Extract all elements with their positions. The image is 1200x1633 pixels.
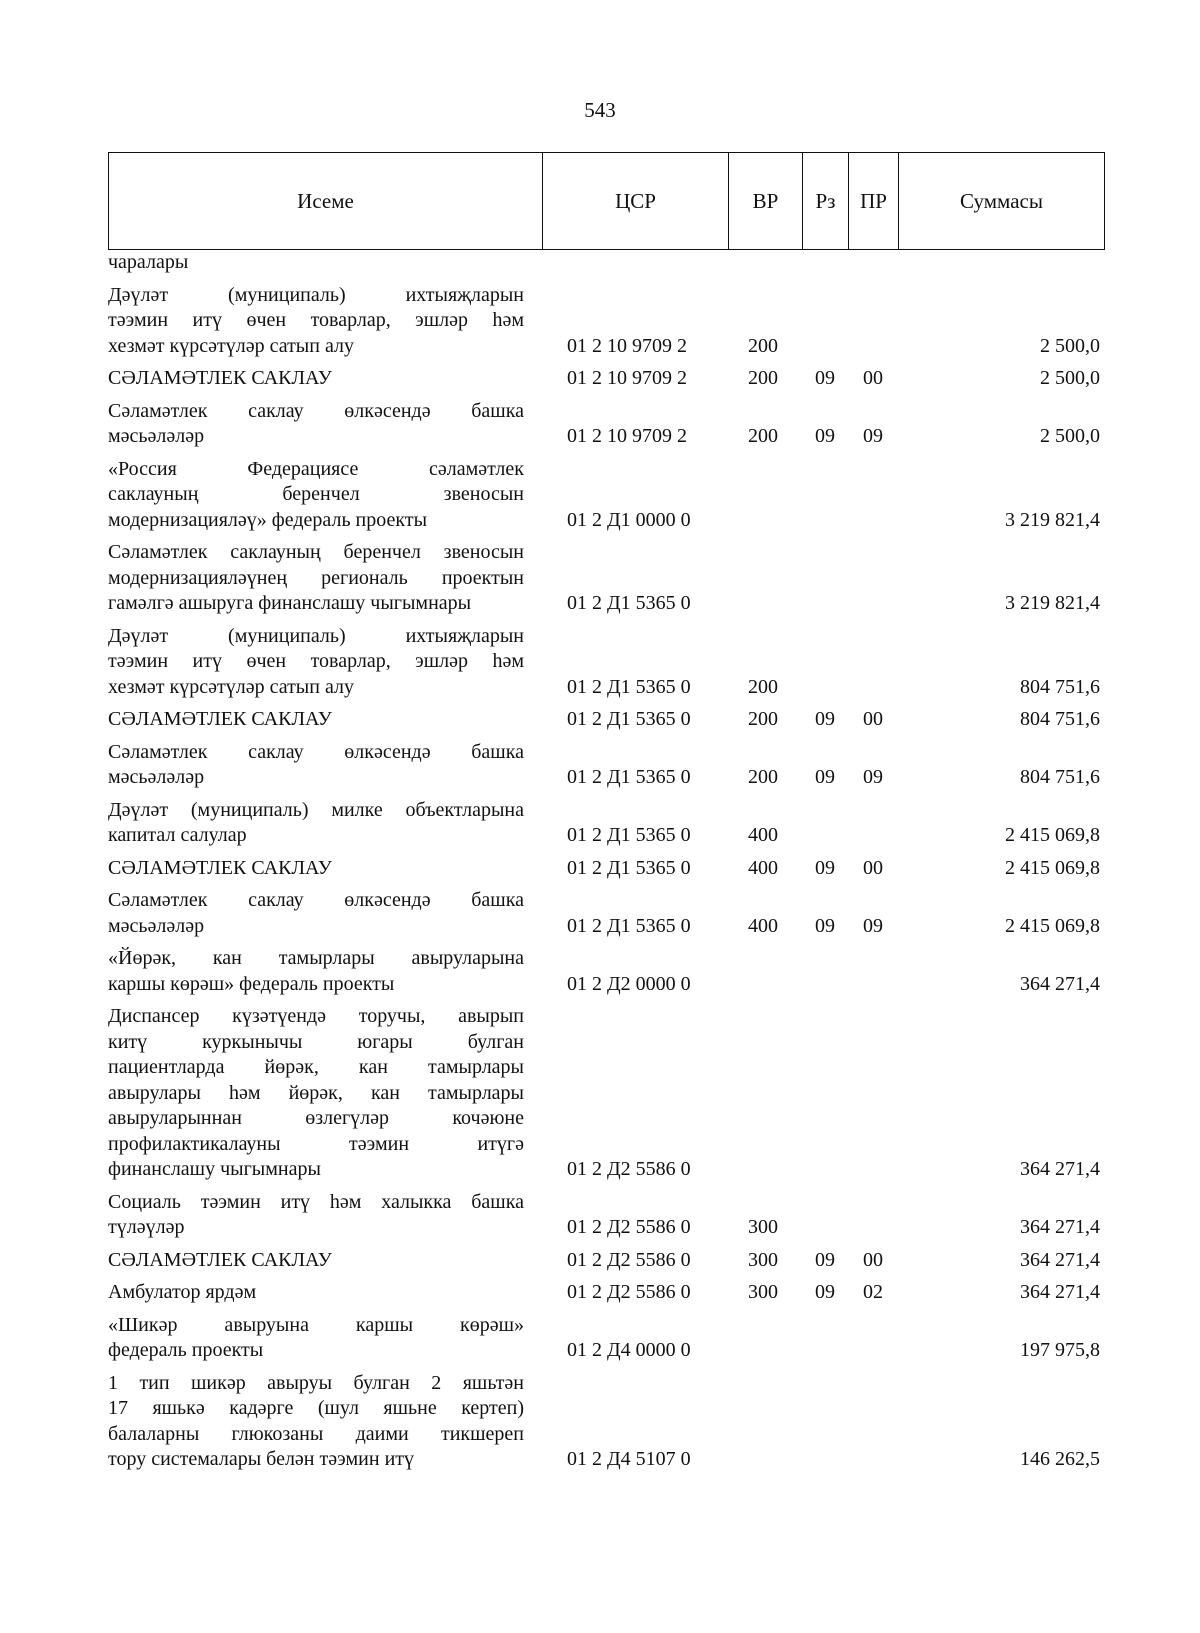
table-row [108, 997, 1104, 1183]
row-name-line: Сәламәтлек саклау өлкәсендә башка [108, 399, 524, 422]
row-csr: 01 2 Д1 0000 0 [567, 508, 691, 531]
row-rz: 09 [815, 1248, 835, 1271]
row-name-line: тәэмин итү өчен товарлар, эшләр һәм [108, 309, 524, 331]
row-pr: 00 [863, 1248, 883, 1271]
row-rz: 09 [815, 914, 835, 937]
row-name-line: «Россия Федерациясе сәламәтлек [108, 457, 524, 480]
row-rz [802, 1364, 848, 1473]
table-row [108, 1241, 1104, 1274]
row-name-line: авырулары һәм йөрәк, кан тамырлары [108, 1081, 524, 1104]
row-name-line: хезмәт күрсәтүләр сатып алу [108, 675, 354, 698]
row-sum: 804 751,6 [1020, 708, 1100, 730]
row-pr [848, 617, 898, 701]
row-rz: 09 [815, 367, 835, 389]
row-name-line: каршы көрәш» федераль проекты [108, 972, 395, 995]
row-rz [802, 1306, 848, 1364]
row-pr: 00 [863, 367, 883, 389]
row-name-line: СӘЛАМӘТЛЕК САКЛАУ [108, 708, 332, 730]
row-name-line: «Шикәр авыруына каршы көрәш» [108, 1313, 524, 1336]
row-pr [848, 450, 898, 534]
row-name [108, 1306, 542, 1364]
row-name-line: федераль проекты [108, 1339, 264, 1361]
row-sum: 3 219 821,4 [1005, 592, 1100, 614]
column-header-rz: Рз [803, 153, 849, 250]
column-header-csr: ЦСР [543, 153, 729, 250]
column-header-sum: Суммасы [899, 153, 1105, 250]
row-vr: 200 [748, 708, 778, 730]
row-sum: 3 219 821,4 [1005, 508, 1100, 531]
row-name-line: китү куркынычы югары булган [108, 1030, 524, 1053]
row-vr: 200 [748, 425, 778, 447]
row-sum: 804 751,6 [1020, 766, 1100, 788]
row-name-line: Сәламәтлек саклауның беренчел звеносын [108, 541, 524, 563]
table-row [108, 392, 1104, 450]
table-header [108, 152, 1105, 250]
row-rz [802, 939, 848, 997]
row-rz: 09 [815, 1281, 835, 1303]
table-row [108, 1183, 1104, 1241]
row-name-line: мәсьәләләр [108, 766, 205, 788]
row-sum: 2 500,0 [1040, 334, 1100, 357]
row-rz [802, 250, 848, 276]
row-name [108, 392, 542, 450]
table-row [108, 533, 1104, 617]
row-rz: 09 [815, 425, 835, 447]
row-sum: 364 271,4 [1020, 1216, 1100, 1238]
row-sum: 197 975,8 [1020, 1339, 1100, 1361]
row-csr: 01 2 Д2 5586 0 [567, 1158, 691, 1180]
table-row [108, 617, 1104, 701]
table-row [108, 1364, 1104, 1473]
row-name [108, 733, 542, 791]
row-name-line: саклауның беренчел звеносын [108, 483, 524, 505]
row-name-line: СӘЛАМӘТЛЕК САКЛАУ [108, 367, 332, 389]
row-vr: 200 [748, 675, 778, 698]
row-name [108, 849, 542, 882]
row-name-line: мәсьәләләр [108, 425, 205, 447]
row-csr: 01 2 Д4 5107 0 [567, 1448, 691, 1470]
table-row [108, 1273, 1104, 1306]
row-sum: 364 271,4 [1020, 1248, 1100, 1271]
row-pr [848, 276, 898, 360]
row-rz: 09 [815, 708, 835, 730]
row-name [108, 881, 542, 939]
row-name-line: 1 тип шикәр авыруы булган 2 яшьтән [108, 1371, 524, 1394]
row-vr: 300 [748, 1281, 778, 1303]
row-name-line: чаралары [108, 251, 189, 273]
row-vr [728, 250, 802, 276]
row-name-line: хезмәт күрсәтүләр сатып алу [108, 334, 354, 357]
row-name-line: түләүләр [108, 1216, 185, 1238]
row-name-line: Сәламәтлек саклау өлкәсендә башка [108, 889, 524, 911]
row-pr: 00 [863, 708, 883, 730]
column-header-vr: ВР [729, 153, 803, 250]
row-pr [848, 1306, 898, 1364]
row-pr [848, 791, 898, 849]
row-pr: 09 [863, 766, 883, 788]
row-name [108, 997, 542, 1183]
page-number: 543 [584, 98, 616, 122]
row-name-line: Амбулатор ярдәм [108, 1281, 257, 1303]
row-name [108, 939, 542, 997]
row-csr: 01 2 Д1 5365 0 [567, 708, 691, 730]
row-sum: 2 500,0 [1040, 425, 1100, 447]
row-sum: 2 415 069,8 [1005, 914, 1100, 937]
row-pr [848, 533, 898, 617]
row-name-line: Дәүләт (муниципаль) ихтыяҗларын [108, 283, 524, 306]
row-name-line: балаларны глюкозаны даими тикшереп [108, 1422, 524, 1445]
row-name [108, 791, 542, 849]
row-name-line: пациентларда йөрәк, кан тамырлары [108, 1056, 524, 1078]
row-name [108, 1241, 542, 1274]
row-name-line: Диспансер күзәтүендә торучы, авырып [108, 1005, 524, 1027]
row-name [108, 450, 542, 534]
table-row [108, 791, 1104, 849]
budget-table-body [108, 250, 1104, 1473]
row-sum: 2 500,0 [1040, 367, 1100, 389]
row-sum: 364 271,4 [1020, 1158, 1100, 1180]
row-name-line: СӘЛАМӘТЛЕК САКЛАУ [108, 1248, 332, 1271]
row-vr [728, 450, 802, 534]
row-vr: 300 [748, 1248, 778, 1271]
row-vr [728, 939, 802, 997]
row-csr: 01 2 Д2 5586 0 [567, 1281, 691, 1303]
column-header-name: Исеме [109, 153, 543, 250]
row-csr: 01 2 Д1 5365 0 [567, 592, 691, 614]
row-name-line: СӘЛАМӘТЛЕК САКЛАУ [108, 856, 332, 879]
row-name [108, 700, 542, 733]
row-csr: 01 2 Д2 0000 0 [567, 972, 691, 995]
row-name-line: тору системалары белән тәэмин итү [108, 1448, 415, 1470]
row-name-line: Социаль тәэмин итү һәм халыкка башка [108, 1190, 524, 1213]
row-name-line: модернизацияләүнең региональ проектын [108, 566, 524, 589]
row-name-line: модернизацияләү» федераль проекты [108, 508, 428, 531]
column-header-pr: ПР [849, 153, 899, 250]
row-vr: 200 [748, 334, 778, 357]
table-row [108, 849, 1104, 882]
row-pr [848, 939, 898, 997]
row-csr: 01 2 10 9709 2 [567, 367, 687, 389]
row-rz [802, 533, 848, 617]
row-name-line: Сәламәтлек саклау өлкәсендә башка [108, 740, 524, 763]
row-csr [542, 250, 728, 276]
table-row [108, 276, 1104, 360]
row-vr: 400 [748, 856, 778, 879]
row-vr: 200 [748, 766, 778, 788]
row-rz [802, 1183, 848, 1241]
table-row [108, 881, 1104, 939]
row-name-line: Дәүләт (муниципаль) милке объектларына [108, 798, 524, 821]
row-name [108, 1273, 542, 1306]
row-vr: 400 [748, 824, 778, 846]
row-csr: 01 2 Д2 5586 0 [567, 1248, 691, 1271]
row-rz [802, 791, 848, 849]
row-pr: 09 [863, 425, 883, 447]
row-name [108, 533, 542, 617]
table-row [108, 1306, 1104, 1364]
table-row [108, 359, 1104, 392]
row-pr [848, 1183, 898, 1241]
row-vr: 400 [748, 914, 778, 937]
row-rz [802, 276, 848, 360]
row-name [108, 1183, 542, 1241]
table-row [108, 250, 1104, 276]
row-csr: 01 2 Д4 0000 0 [567, 1339, 691, 1361]
row-sum: 2 415 069,8 [1005, 856, 1100, 879]
row-csr: 01 2 Д1 5365 0 [567, 824, 691, 846]
row-name-line: тәэмин итү өчен товарлар, эшләр һәм [108, 650, 524, 672]
row-name [108, 359, 542, 392]
row-name [108, 1364, 542, 1473]
table-row [108, 450, 1104, 534]
row-sum: 804 751,6 [1020, 675, 1100, 698]
row-pr: 09 [863, 914, 883, 937]
row-name-line: профилактикалауны тәэмин итүгә [108, 1132, 524, 1155]
row-csr: 01 2 10 9709 2 [567, 425, 687, 447]
row-name-line: Дәүләт (муниципаль) ихтыяҗларын [108, 624, 524, 647]
row-vr [728, 1364, 802, 1473]
table-row [108, 700, 1104, 733]
row-name-line: мәсьәләләр [108, 914, 205, 937]
row-pr [848, 997, 898, 1183]
row-vr [728, 1306, 802, 1364]
row-pr: 02 [863, 1281, 883, 1303]
row-pr: 00 [863, 856, 883, 879]
row-sum: 146 262,5 [1020, 1448, 1100, 1470]
row-csr: 01 2 Д1 5365 0 [567, 675, 691, 698]
row-vr [728, 533, 802, 617]
row-name-line: гамәлгә ашыруга финанслашу чыгымнары [108, 592, 472, 614]
row-csr: 01 2 Д2 5586 0 [567, 1216, 691, 1238]
row-name-line: авыруларыннан өзлегүләр кочәюне [108, 1107, 524, 1129]
row-rz [802, 997, 848, 1183]
row-name [108, 276, 542, 360]
row-csr: 01 2 Д1 5365 0 [567, 856, 691, 879]
row-name-line: 17 яшькә кадәрге (шул яшьне кертеп) [108, 1397, 524, 1419]
row-name [108, 250, 542, 276]
row-sum [898, 250, 1104, 276]
row-vr: 200 [748, 367, 778, 389]
row-pr [848, 1364, 898, 1473]
row-csr: 01 2 Д1 5365 0 [567, 914, 691, 937]
row-name [108, 617, 542, 701]
row-sum: 2 415 069,8 [1005, 824, 1100, 846]
row-rz: 09 [815, 766, 835, 788]
row-pr [848, 250, 898, 276]
row-csr: 01 2 Д1 5365 0 [567, 766, 691, 788]
row-rz: 09 [815, 856, 835, 879]
row-csr: 01 2 10 9709 2 [567, 334, 687, 357]
row-rz [802, 617, 848, 701]
row-name-line: капитал салулар [108, 824, 247, 846]
row-name-line: финанслашу чыгымнары [108, 1158, 321, 1180]
table-row [108, 939, 1104, 997]
row-sum: 364 271,4 [1020, 1281, 1100, 1303]
row-name-line: «Йөрәк, кан тамырлары авыруларына [108, 947, 524, 969]
row-vr [728, 997, 802, 1183]
table-row [108, 733, 1104, 791]
row-rz [802, 450, 848, 534]
row-sum: 364 271,4 [1020, 972, 1100, 995]
row-vr: 300 [748, 1216, 778, 1238]
